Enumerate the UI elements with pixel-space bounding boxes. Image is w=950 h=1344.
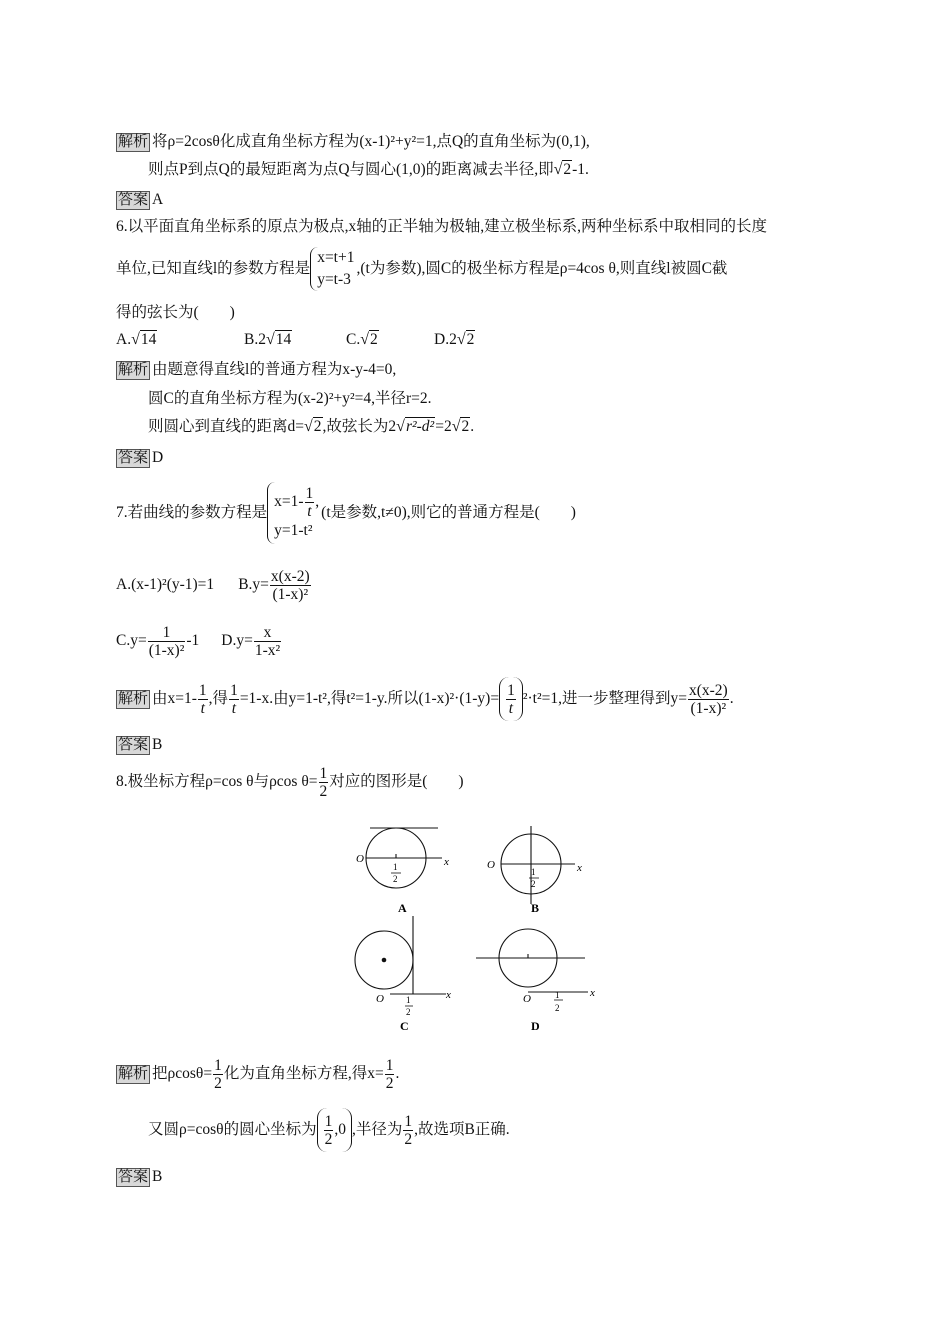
answer-tag: 答案 — [118, 450, 149, 466]
svg-text:2: 2 — [555, 1003, 560, 1013]
q6-analysis-line3: 则圆心到直线的距离d=√2,故弦长为2√r²-d²=2√2. — [148, 418, 475, 435]
svg-text:2: 2 — [393, 874, 398, 884]
fig-c-origin: O — [376, 993, 384, 1005]
figure-b — [501, 826, 575, 904]
q6-stem-line3: 得的弦长为( ) — [116, 304, 235, 321]
q8-analysis-line1: 解析 把ρcosθ= $\frac{1}{2}$ 化为直角坐标方程,得x= $\frac{1}{2}$ . — [118, 1056, 400, 1092]
fig-c-label: C — [400, 1019, 409, 1033]
q5-answer — [116, 189, 163, 211]
fig-d-label: D — [531, 1019, 540, 1033]
analysis-tag: 解析 — [118, 362, 149, 378]
svg-text:1: 1 — [555, 990, 560, 1000]
q8-figures — [350, 820, 610, 1042]
q5-analysis-text2: 则点P到点Q的最短距离为点Q与圆心(1,0)的距离减去半径,即 — [148, 161, 554, 178]
q5-sqrt-value: 2 — [563, 161, 572, 178]
center-dot — [382, 958, 387, 963]
fig-a-label: A — [398, 901, 407, 915]
q6-option-c: C.√2 — [346, 331, 378, 348]
fig-a-x: x — [444, 856, 449, 868]
fig-a-origin: O — [356, 853, 364, 865]
answer-tag: 答案 — [118, 192, 149, 208]
q6-stem-text: 单位,已知直线l的参数方程是 — [116, 260, 311, 277]
sqrt-sign: √ — [553, 161, 563, 178]
q7-sys-row2: y=1-t² — [274, 522, 313, 540]
q8-answer-value: B — [152, 1168, 163, 1185]
q6-analysis-text1: 由题意得直线l的普通方程为x-y-4=0, — [152, 361, 397, 378]
fig-c-x: x — [446, 989, 451, 1001]
q6-stem-line2 — [116, 247, 727, 291]
q5-analysis-line1 — [116, 131, 590, 153]
q8-answer — [116, 1166, 162, 1188]
q6-analysis-line1 — [116, 359, 396, 381]
svg-text:1: 1 — [406, 995, 411, 1005]
q6-answer — [116, 447, 163, 469]
q7-param-system: x=1- $\frac{1}{t}$ , y=1-t² — [267, 482, 319, 544]
q7-analysis: 解析 由x=1- $\frac{1}{t}$ ,得 $\frac{1}{t}$ =1-x.由y=1-t²,得t²=1-y.所以(1-x)²·(1-y)= $\frac{1}{t}$ ²·t²=1,进一步整理得到y= $\frac{x(x-2)}{\text{(1-x)²}}$ . — [116, 677, 734, 721]
figure-c — [355, 916, 446, 1006]
answer-tag: 答案 — [118, 1169, 149, 1185]
q7-answer-value: B — [152, 736, 163, 753]
q6-stem-text2: ,(t为参数),圆C的极坐标方程是ρ=4cos θ,则直线l被圆C截 — [356, 260, 728, 277]
q6-sys-row1: x=t+1 — [317, 249, 355, 267]
svg-text:2: 2 — [531, 879, 536, 889]
q6-param-system — [310, 247, 354, 291]
q7-option-d: D.y= $\frac{x}{\text{1-x²}}$ — [221, 623, 281, 659]
q7-option-a: A.(x-1)²(y-1)=1 — [116, 576, 215, 593]
svg-text:2: 2 — [406, 1007, 411, 1017]
analysis-tag: 解析 — [118, 1066, 149, 1082]
analysis-tag: 解析 — [118, 134, 149, 150]
q5-analysis-text3: -1. — [572, 161, 589, 178]
figure-d — [476, 929, 588, 1000]
q5-analysis-line2 — [148, 159, 589, 181]
q7-options-row1 — [116, 563, 312, 607]
q5-analysis-text1: 将ρ=2cosθ化成直角坐标方程为(x-1)²+y²=1,点Q的直角坐标为(0,1), — [152, 133, 590, 150]
svg-text:1: 1 — [531, 867, 536, 877]
q8-stem-text: 8.极坐标方程ρ=cos θ与ρcos θ= — [116, 773, 318, 790]
q8-analysis-line2: 又圆ρ=cosθ的圆心坐标为 $\frac{1}{2}$ ,0 ,半径为 $\frac{1}{2}$ ,故选项B正确. — [148, 1108, 510, 1152]
q5-answer-value: A — [152, 191, 164, 208]
fig-d-origin: O — [523, 993, 531, 1005]
q7-stem-text: 7.若曲线的参数方程是 — [116, 504, 268, 521]
q7-answer — [116, 734, 162, 756]
answer-tag: 答案 — [118, 737, 149, 753]
q6-option-a: A.√14 — [116, 331, 157, 348]
fig-b-label: B — [531, 901, 540, 915]
q7-stem-text2: (t是参数,t≠0),则它的普通方程是( ) — [321, 504, 576, 521]
q6-option-b: B.2√14 — [244, 331, 292, 348]
analysis-tag: 解析 — [118, 691, 149, 707]
q6-option-d: D.2√2 — [434, 331, 475, 348]
q7-options-row2 — [116, 619, 282, 663]
fig-d-x: x — [590, 987, 595, 999]
q6-sys-row2: y=t-3 — [317, 271, 351, 289]
q7-option-c: C.y= $\frac{1}{\text{(1-x)²}}$ -1 — [116, 623, 200, 659]
q8-stem: 8.极坐标方程ρ=cos θ与ρcos θ= $\frac{1}{2}$ 对应的图形是( ) — [116, 764, 464, 800]
q7-stem — [116, 478, 576, 548]
q6-analysis-line2: 圆C的直角坐标方程为(x-2)²+y²=4,半径r=2. — [148, 390, 432, 407]
q7-option-b: B.y= $\frac{x(x-2)}{\text{(1-x)²}}$ — [238, 567, 310, 603]
q8-stem-text2: 对应的图形是( ) — [329, 773, 464, 790]
q6-stem-line1: 6.以平面直角坐标系的原点为极点,x轴的正半轴为极轴,建立极坐标系,两种坐标系中取相同的长度 — [116, 218, 768, 235]
q8-center-paren: $\frac{1}{2}$ ,0 — [317, 1108, 352, 1152]
figure-a — [366, 828, 442, 888]
fig-b-x: x — [577, 862, 582, 874]
fig-b-origin: O — [487, 859, 495, 871]
svg-text:1: 1 — [393, 862, 398, 872]
q7-paren: $\frac{1}{t}$ — [499, 677, 523, 721]
q6-answer-value: D — [152, 449, 164, 466]
